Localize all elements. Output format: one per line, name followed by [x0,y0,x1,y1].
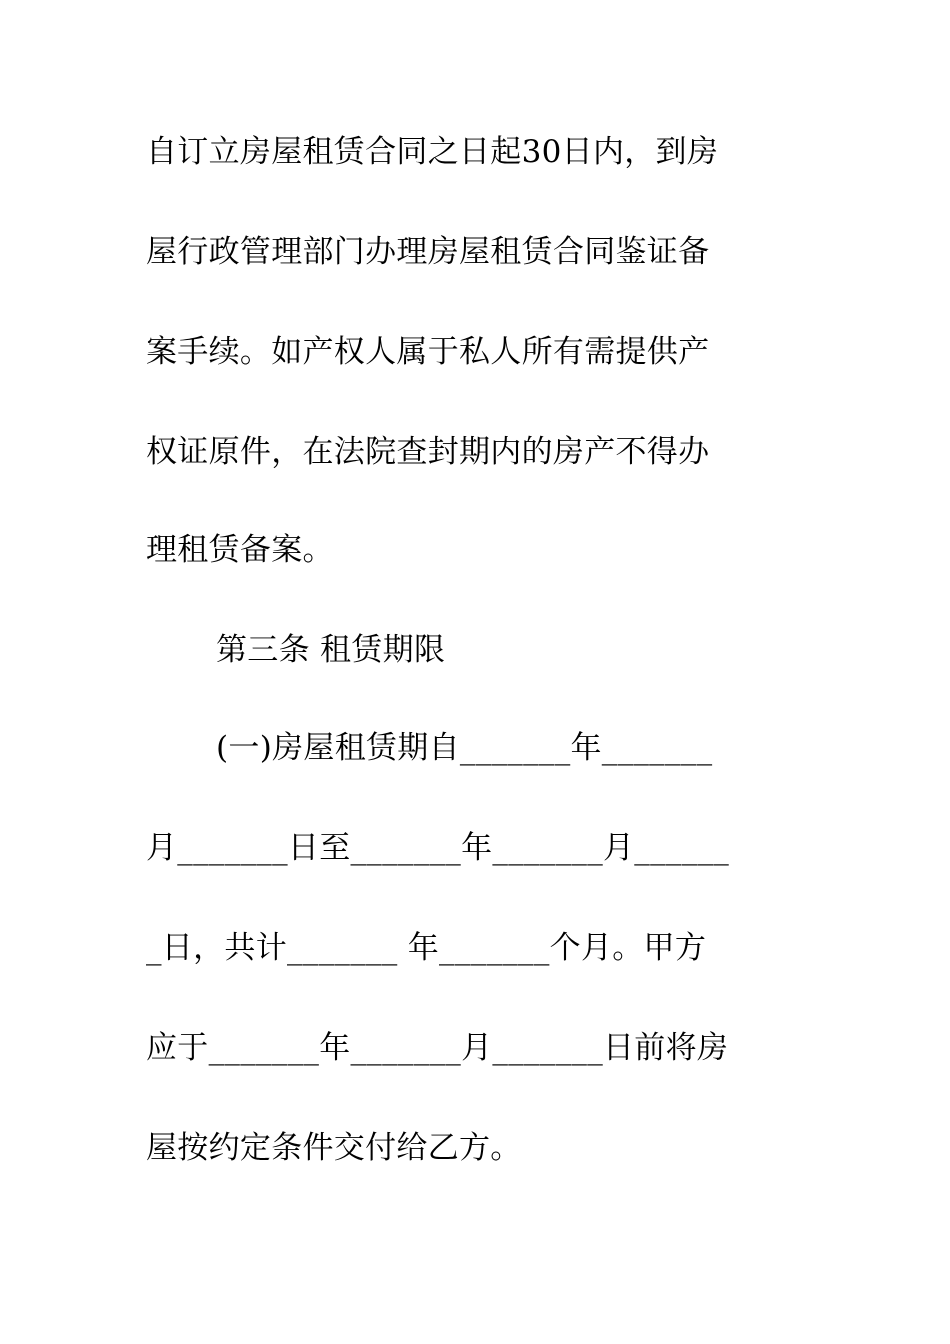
text-line: 应于_______年_______月_______日前将房 [146,1030,729,1066]
text-line: 权证原件，在法院查封期内的房产不得办 [146,434,710,470]
text-line: (一)房屋租赁期自_______年_______ [216,730,713,766]
text-line: 理租赁备案。 [146,532,334,568]
section-heading: 第三条 租赁期限 [216,632,446,668]
text-line: 屋按约定条件交付给乙方。 [146,1130,522,1166]
text-line: 月_______日至_______年_______月______ [146,830,730,866]
text-line: _日，共计_______ 年_______个月。甲方 [146,930,707,966]
text-line: 案手续。如产权人属于私人所有需提供产 [146,334,710,370]
text-line: 自订立房屋租赁合同之日起30日内，到房 [146,134,719,170]
text-line: 屋行政管理部门办理房屋租赁合同鉴证备 [146,234,710,270]
